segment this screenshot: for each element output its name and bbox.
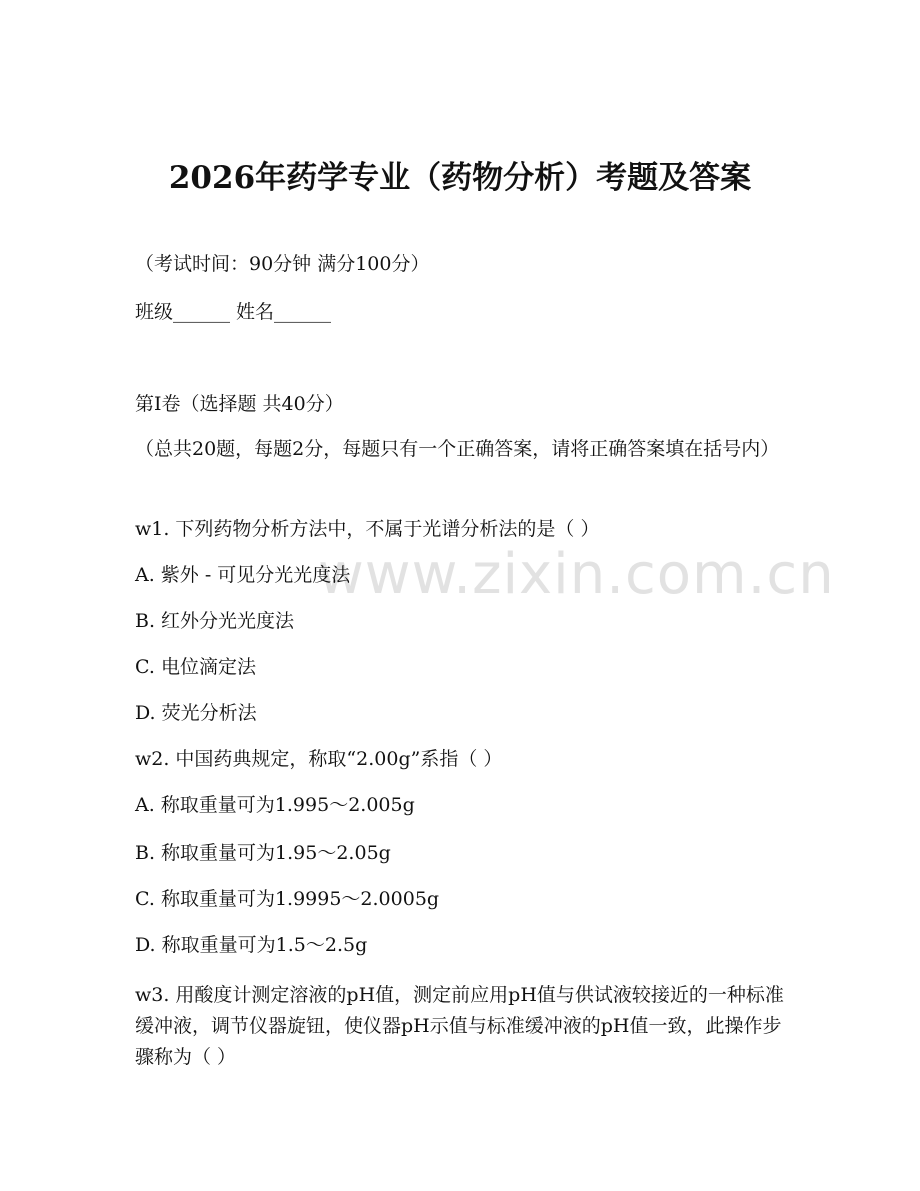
question-2-option-c: C. 称取重量可为1.9995～2.0005g	[135, 888, 440, 910]
page-title: 2026年药学专业（药物分析）考题及答案	[168, 160, 752, 196]
section-instructions: （总共20题，每题2分，每题只有一个正确答案，请将正确答案填在括号内）	[135, 438, 780, 460]
question-2-option-d: D. 称取重量可为1.5～2.5g	[135, 934, 368, 956]
question-1-option-a: A. 紫外 - 可见分光光度法	[135, 564, 351, 586]
class-name-line: 班级______ 姓名______	[135, 301, 332, 323]
question-1-option-c: C. 电位滴定法	[135, 656, 256, 678]
watermark: www.zixin.com.cn	[318, 542, 835, 607]
section-heading: 第I卷（选择题 共40分）	[135, 393, 344, 415]
question-2-option-a: A. 称取重量可为1.995～2.005g	[135, 794, 415, 816]
question-2-option-b: B. 称取重量可为1.95～2.05g	[135, 842, 391, 864]
question-1-option-b: B. 红外分光光度法	[135, 610, 295, 632]
question-1-option-d: D. 荧光分析法	[135, 702, 257, 724]
question-2-stem: w2. 中国药典规定，称取“2.00g”系指（ ）	[135, 748, 503, 770]
question-3-stem: w3. 用酸度计测定溶液的pH值，测定前应用pH值与供试液较接近的一种标准缓冲液，调节仪器旋钮，使仪器pH示值与标准缓冲液的pH值一致，此操作步骤称为（ ）	[135, 984, 784, 1068]
exam-info: （考试时间：90分钟 满分100分）	[135, 253, 430, 275]
question-1-stem: w1. 下列药物分析方法中，不属于光谱分析法的是（ ）	[135, 518, 600, 540]
